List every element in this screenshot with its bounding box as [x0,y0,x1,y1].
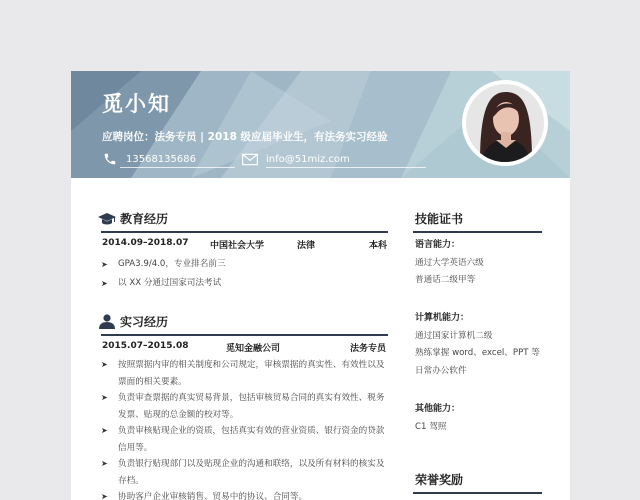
phone-underline [120,167,235,168]
education-rule [101,231,388,233]
list-item: 普通话二级甲等 [415,275,476,285]
list-item: ➤ 协助客户企业审核销售、贸易中的协议、合同等。 [98,489,390,500]
list-item: ➤ 以 XX 分通过国家司法考试 [98,274,390,293]
list-item: 熟练掌握 word、excel、PPT 等 [415,348,540,358]
education-bullets [98,255,390,293]
list-item: C1 驾照 [415,421,447,432]
phone-icon [102,151,118,167]
skills-title: 技能证书 [415,212,464,226]
honors-rule [413,492,542,494]
education-major: 法律 [297,241,316,251]
education-title-text: 教育经历 [120,212,169,226]
internship-rule [101,334,388,336]
other-label: 其他能力： [415,404,461,414]
email-address: info@51miz.com [266,153,350,165]
list-item: ➤ GPA3.9/4.0，专业排名前三 [98,255,390,274]
education-period: 2014.09–2018.07 [102,238,189,248]
skills-computer [415,310,540,380]
list-item: ➤ 负责审查票据的真实贸易背景，包括审核贸易合同的真实有效性、税务发票、贴现的总金额的校对等。 [98,390,390,423]
internship-period: 2015.07–2015.08 [102,341,189,351]
internship-title [98,313,168,330]
skills-rule [413,231,542,233]
avatar-photo [466,84,544,162]
internship-role: 法务专员 [350,344,387,354]
resume-page [71,71,570,500]
candidate-name: 觅小知 [102,92,171,116]
list-item: 日常办公软件 [415,365,467,376]
graduation-cap-icon [98,211,116,227]
education-school: 中国社会大学 [210,241,265,251]
skills-language [415,237,484,290]
avatar [462,80,548,166]
mail-icon [242,151,258,167]
list-item: 通过大学英语六级 [415,257,484,268]
list-item: 通过国家计算机二级 [415,330,493,341]
email-contact [242,150,350,168]
skills-other [415,401,460,436]
internship-title-text: 实习经历 [120,315,169,329]
phone-contact [102,150,196,168]
email-underline [266,167,426,168]
education-degree: 本科 [369,241,388,251]
list-item: ➤ 负责银行贴现部门以及贴现企业的沟通和联络，以及所有材料的核实及存档。 [98,456,390,489]
honors-title: 荣誉奖励 [415,473,464,487]
job-intent: 应聘岗位：法务专员 | 2018 级应届毕业生，有法务实习经验 [102,131,388,143]
language-label: 语言能力： [415,240,461,250]
resume-header [71,71,570,178]
phone-number: 13568135686 [126,153,196,165]
list-item: ➤ 负责审核贴现企业的资质，包括真实有效的营业资质、银行资金的贷款信用等。 [98,423,390,456]
internship-company: 觅知金融公司 [226,344,281,354]
internship-bullets [98,357,390,500]
list-item: ➤ 按照票据内审的相关制度和公司规定，审核票据的真实性、有效性以及票面的相关要素。 [98,357,390,390]
computer-label: 计算机能力： [415,313,470,323]
person-icon [98,314,116,330]
education-title [98,210,168,227]
